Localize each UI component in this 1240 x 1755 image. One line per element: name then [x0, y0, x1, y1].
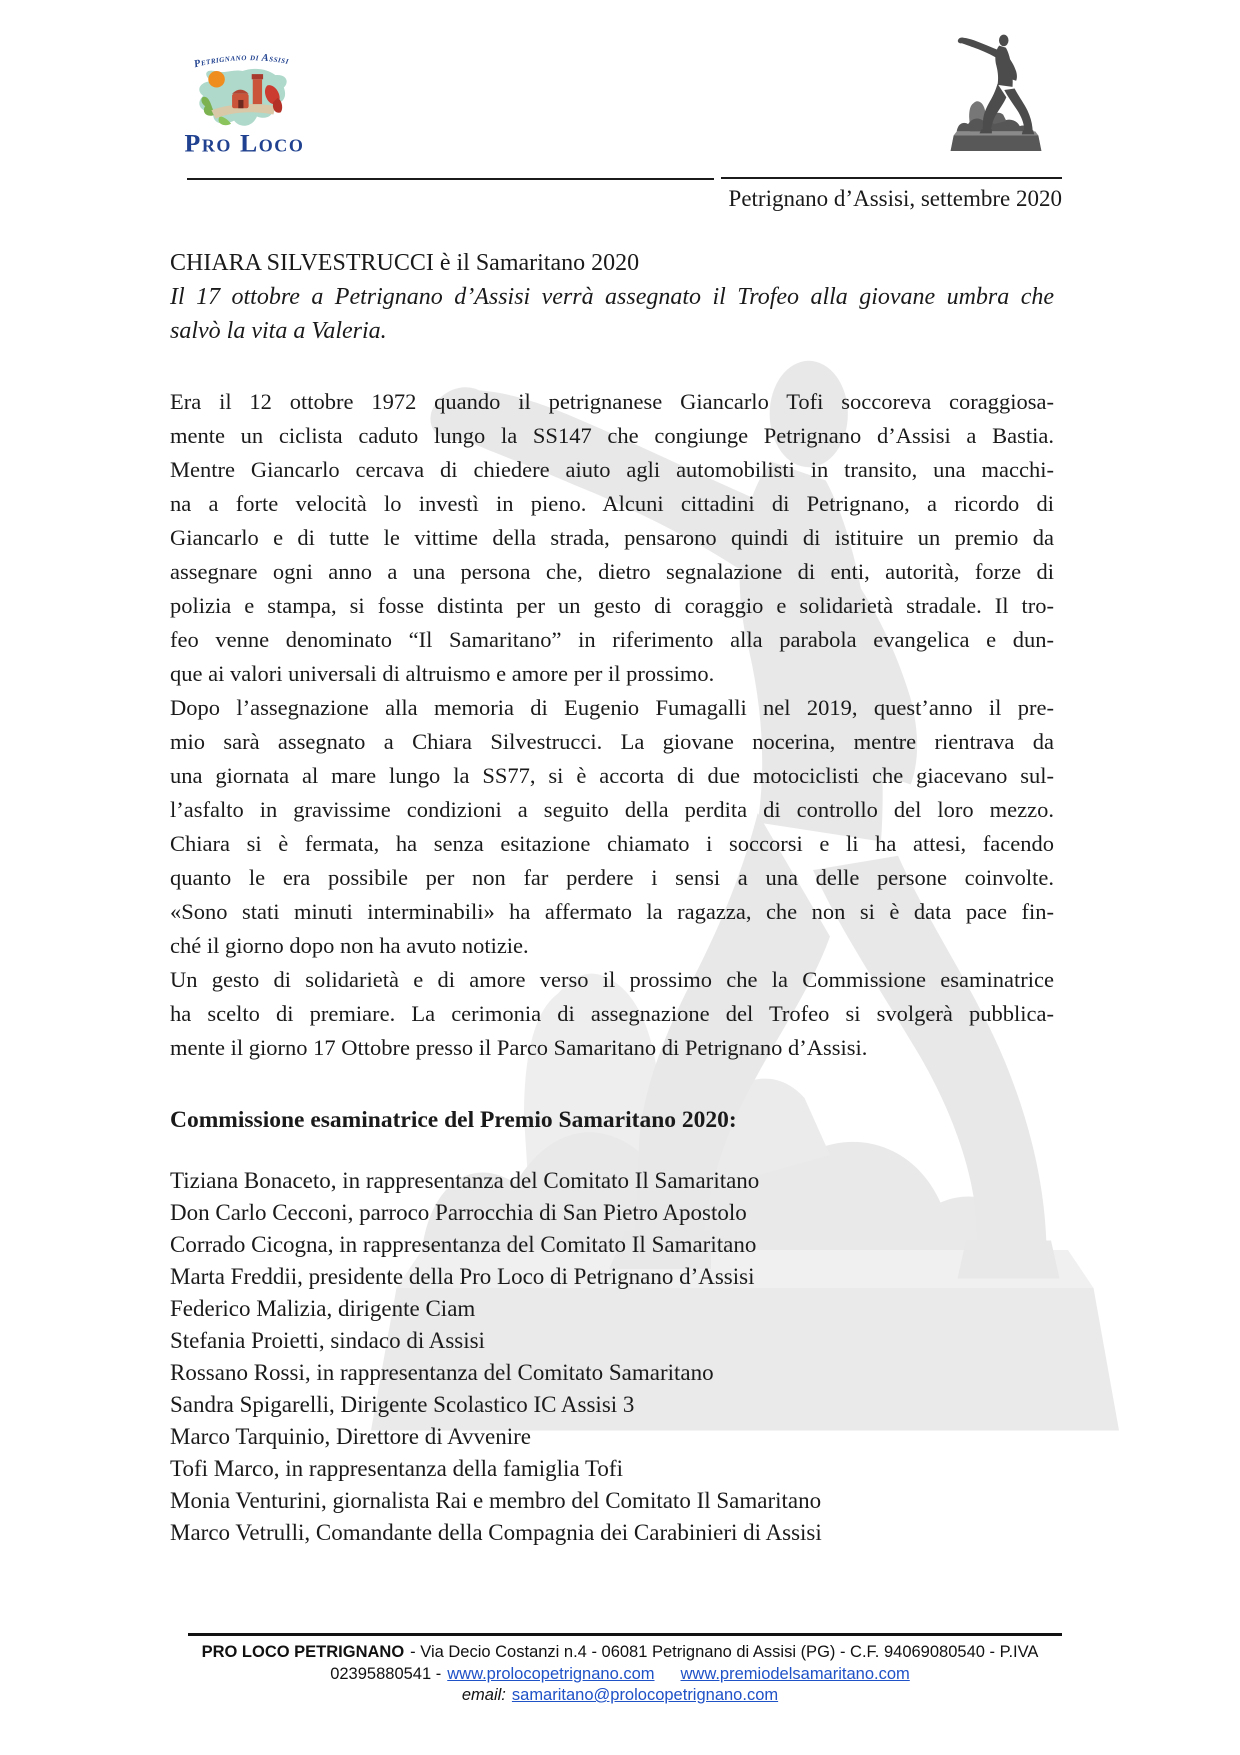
- text-line: salvò la vita a Valeria.: [170, 318, 387, 344]
- footer-email-link[interactable]: samaritano@prolocopetrignano.com: [511, 1686, 779, 1704]
- text-line: mente il giorno 17 Ottobre presso il Parco Samaritano di Petrignano d’Assisi.: [170, 1035, 868, 1060]
- text-line: Il 17 ottobre a Petrignano d’Assisi verrà assegnato il Trofeo alla giovane umbra che: [170, 284, 1054, 310]
- text-line: l’asfalto in gravissime condizioni a seguito della perdita di controllo del loro mezzo.: [170, 797, 1054, 822]
- article: [170, 246, 1054, 1549]
- text-line: na a forte velocità lo investì in pieno. Alcuni cittadini di Petrignano, a ricordo di: [170, 491, 1054, 516]
- text-line: mio sarà assegnato a Chiara Silvestrucci. La giovane nocerina, mentre rientrava da: [170, 729, 1054, 754]
- committee-member: Tiziana Bonaceto, in rappresentanza del Comitato Il Samaritano: [170, 1168, 760, 1193]
- logo-village-illustration: [199, 69, 286, 126]
- footer-email-line: [150, 1685, 1090, 1707]
- text-line: Era il 12 ottobre 1972 quando il petrignanese Giancarlo Tofi soccoreva coraggiosa-: [170, 389, 1054, 414]
- logo-top-text: Petrignano di Assisi: [192, 52, 290, 71]
- committee-member: Stefania Proietti, sindaco di Assisi: [170, 1328, 485, 1353]
- text-line: quanto le era possibile per non far perdere i sensi a una delle persone coinvolte.: [170, 865, 1054, 890]
- pro-loco-logo: [180, 40, 310, 162]
- committee-member: Marta Freddii, presidente della Pro Loco di Petrignano d’Assisi: [170, 1264, 755, 1289]
- date-line: Petrignano d’Assisi, settembre 2020: [728, 186, 1062, 211]
- text-line: una giornata al mare lungo la SS77, si è accorta di due motociclisti che giacevano sul-: [170, 763, 1054, 788]
- footer-phone: 02395880541 -: [330, 1664, 442, 1683]
- footer-rule: [188, 1633, 1062, 1636]
- text-line: ché il giorno dopo non ha avuto notizie.: [170, 933, 529, 958]
- footer-link-prolocopetrignano[interactable]: www.prolocopetrignano.com: [447, 1664, 655, 1683]
- text-line: Chiara si è fermata, ha senza esitazione chiamato i soccorsi e li ha attesi, facendo: [170, 831, 1054, 856]
- committee-member: Marco Vetrulli, Comandante della Compagnia dei Carabinieri di Assisi: [170, 1520, 822, 1545]
- text-line: feo venne denominato “Il Samaritano” in riferimento alla parabola evangelica e dun-: [170, 627, 1054, 652]
- article-subtitle: [170, 280, 1054, 348]
- committee-member: Sandra Spigarelli, Dirigente Scolastico IC Assisi 3: [170, 1392, 635, 1417]
- text-line: «Sono stati minuti interminabili» ha affermato la ragazza, che non si è data pace fin-: [170, 899, 1054, 924]
- header-rule-right: [721, 177, 1062, 179]
- footer-link-premiodelsamaritano[interactable]: www.premiodelsamaritano.com: [680, 1664, 910, 1683]
- committee-member: Corrado Cicogna, in rappresentanza del Comitato Il Samaritano: [170, 1232, 757, 1257]
- text-line: que ai valori universali di altruismo e amore per il prossimo.: [170, 661, 715, 686]
- footer-address-line: [150, 1642, 1090, 1664]
- logo-bottom-text: Pro Loco: [184, 128, 305, 158]
- committee-heading: Commissione esaminatrice del Premio Samaritano 2020:: [170, 1107, 737, 1133]
- committee-member: Marco Tarquinio, Direttore di Avvenire: [170, 1424, 531, 1449]
- footer-links-line: [150, 1664, 1090, 1686]
- article-body: [170, 385, 1054, 1065]
- samaritano-statue-image: [944, 28, 1048, 152]
- text-line: Dopo l’assegnazione alla memoria di Eugenio Fumagalli nel 2019, quest’anno il pre-: [170, 695, 1054, 720]
- committee-member: Don Carlo Cecconi, parroco Parrocchia di San Pietro Apostolo: [170, 1200, 747, 1225]
- text-line: Un gesto di solidarietà e di amore verso il prossimo che la Commissione esaminatrice: [170, 967, 1054, 992]
- footer: [150, 1642, 1090, 1707]
- text-line: ha scelto di premiare. La cerimonia di assegnazione del Trofeo si svolgerà pubblica-: [170, 1001, 1054, 1026]
- footer-address: - Via Decio Costanzi n.4 - 06081 Petrignano di Assisi (PG) - C.F. 94069080540 - P.IVA: [410, 1643, 1039, 1661]
- text-line: assegnare ogni anno a una persona che, dietro segnalazione di enti, autorità, forze di: [170, 559, 1054, 584]
- committee-member: Rossano Rossi, in rappresentanza del Comitato Samaritano: [170, 1360, 714, 1385]
- text-line: mente un ciclista caduto lungo la SS147 che congiunge Petrignano d’Assisi a Bastia.: [170, 423, 1054, 448]
- text-line: Giancarlo e di tutte le vittime della strada, pensarono quindi di istituire un premio da: [170, 525, 1054, 550]
- footer-email-label: email:: [461, 1686, 506, 1704]
- committee-list: [170, 1165, 1054, 1549]
- header-rule-left: [187, 178, 714, 180]
- article-title: CHIARA SILVESTRUCCI è il Samaritano 2020: [170, 250, 640, 276]
- text-line: Mentre Giancarlo cercava di chiedere aiuto agli automobilisti in transito, una macchi-: [170, 457, 1054, 482]
- text-line: polizia e stampa, si fosse distinta per un gesto di coraggio e solidarietà stradale. Il tro-: [170, 593, 1054, 618]
- committee-member: Monia Venturini, giornalista Rai e membro del Comitato Il Samaritano: [170, 1488, 822, 1513]
- footer-org-name: PRO LOCO PETRIGNANO: [201, 1643, 405, 1661]
- committee-member: Federico Malizia, dirigente Ciam: [170, 1296, 476, 1321]
- committee-member: Tofi Marco, in rappresentanza della famiglia Tofi: [170, 1456, 623, 1481]
- svg-text:Petrignano di Assisi: [193, 52, 290, 70]
